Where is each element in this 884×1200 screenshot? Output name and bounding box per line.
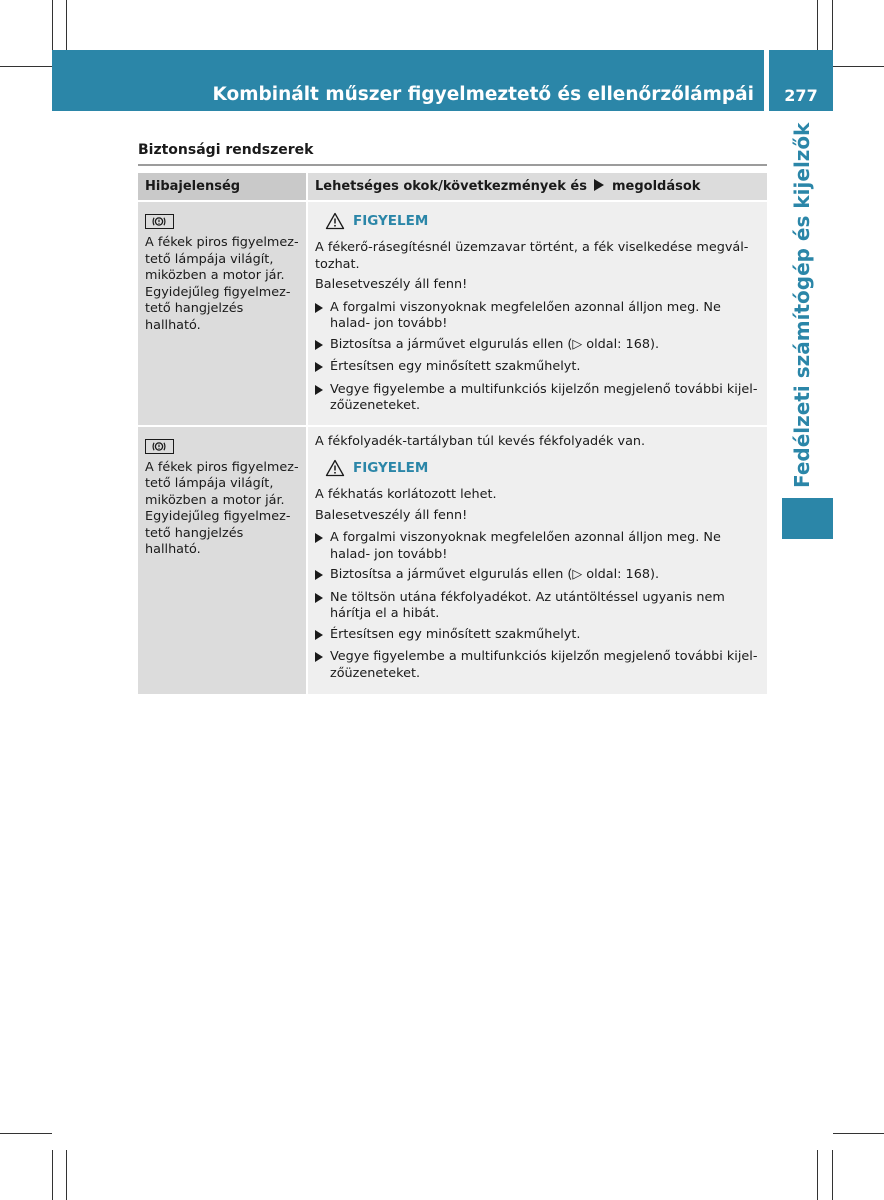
cause-cell [308,427,767,695]
table-header-symptom: Hibajelenség [138,173,308,200]
crop-mark [832,1150,833,1200]
list-item [315,530,760,563]
list-item [315,649,760,682]
list-item-text: Értesítsen egy minősített szakműhelyt. [330,626,581,642]
crop-mark [52,1150,53,1200]
list-item [315,300,760,333]
list-item [315,627,760,646]
list-item [315,567,760,586]
list-item [315,337,760,356]
bullet-arrow-icon [315,303,323,313]
paragraph: Balesetveszély áll fenn! [315,507,468,523]
header-bar [52,50,764,111]
paragraph: A fékfolyadék-tartályban túl kevés fékfolyadék van. [315,433,646,449]
list-item-text: Értesítsen egy minősített szakműhelyt. [330,359,581,374]
warning-triangle-icon [325,459,345,477]
table-row [138,425,767,695]
crop-mark [832,0,833,50]
bullet-arrow-icon [315,570,323,580]
warning-table [138,173,767,694]
brake-warning-icon [145,214,174,229]
crop-mark [66,1150,67,1200]
page-header-title: Kombinált műszer figyelmeztető és ellenőrzőlámpái [212,84,754,105]
bullet-arrow-icon [315,385,323,395]
warning-label: FIGYELEM [353,460,429,476]
arrow-right-icon [594,179,604,191]
crop-mark [0,1133,52,1134]
table-header-causes-label: Lehetséges okok/következmények és [315,179,587,194]
list-item-text: Ne töltsön utána fékfolyadékot. Az utántöltéssel ugyanis nem hárítja el a hibát. [330,589,725,621]
symptom-cell [138,427,308,695]
list-item-text: A forgalmi viszonyoknak megfelelően azonnal álljon meg. Ne halad- jon tovább! [330,530,721,562]
brake-warning-icon [145,439,174,454]
paragraph: Balesetveszély áll fenn! [315,277,468,292]
crop-mark [817,1150,818,1200]
crop-mark [52,0,53,50]
symptom-description: A fékek piros figyelmez- tető lámpája világít, miközben a motor jár. Egyidejűleg figyelmez- tető hangjelzés hallható. [145,459,299,557]
page-number: 277 [784,86,818,105]
side-chapter-tab [782,498,833,539]
warning-heading [315,458,760,478]
list-item [315,590,760,623]
bullet-arrow-icon [315,593,323,603]
section-title: Biztonsági rendszerek [138,142,314,158]
list-item [315,359,760,378]
bullet-arrow-icon [315,630,323,640]
table-header-row [138,173,767,200]
section-divider [138,164,767,166]
paragraph: A fékhatás korlátozott lehet. [315,487,497,502]
symptom-description: A fékek piros figyelmez- tető lámpája világít, miközben a motor jár. Egyidejűleg figyelmez- tető hangjelzés hallható. [145,235,299,333]
cause-cell [308,202,767,425]
symptom-cell [138,202,308,425]
list-item-text: Biztosítsa a járművet elgurulás ellen (▷ oldal: 168). [330,336,660,352]
bullet-arrow-icon [315,340,323,350]
side-chapter-title: Fedélzeti számítógép és kijelzők [790,122,814,488]
crop-mark [833,1133,884,1134]
warning-heading [315,211,760,231]
crop-mark [66,0,67,50]
crop-mark [0,66,52,67]
table-row [138,200,767,425]
table-header-causes [308,173,767,200]
list-item-text: Biztosítsa a járművet elgurulás ellen (▷ oldal: 168). [330,567,660,582]
crop-mark [817,0,818,50]
list-item-text: A forgalmi viszonyoknak megfelelően azonnal álljon meg. Ne halad- jon tovább! [330,299,721,331]
table-header-solutions-label: megoldások [612,179,701,194]
bullet-arrow-icon [315,652,323,662]
bullet-arrow-icon [315,533,323,543]
paragraph: A fékerő-rásegítésnél üzemzavar történt, a fék viselkedése megvál- tozhat. [315,240,749,272]
warning-triangle-icon [325,212,345,230]
page-number-box [769,50,833,111]
crop-mark [833,66,884,67]
list-item-text: Vegye figyelembe a multifunkciós kijelzőn megjelenő további kijel- zőüzeneteket. [330,649,758,681]
list-item-text: Vegye figyelembe a multifunkciós kijelzőn megjelenő további kijel- zőüzeneteket. [330,381,758,413]
bullet-arrow-icon [315,362,323,372]
list-item [315,382,760,415]
warning-label: FIGYELEM [353,213,429,229]
